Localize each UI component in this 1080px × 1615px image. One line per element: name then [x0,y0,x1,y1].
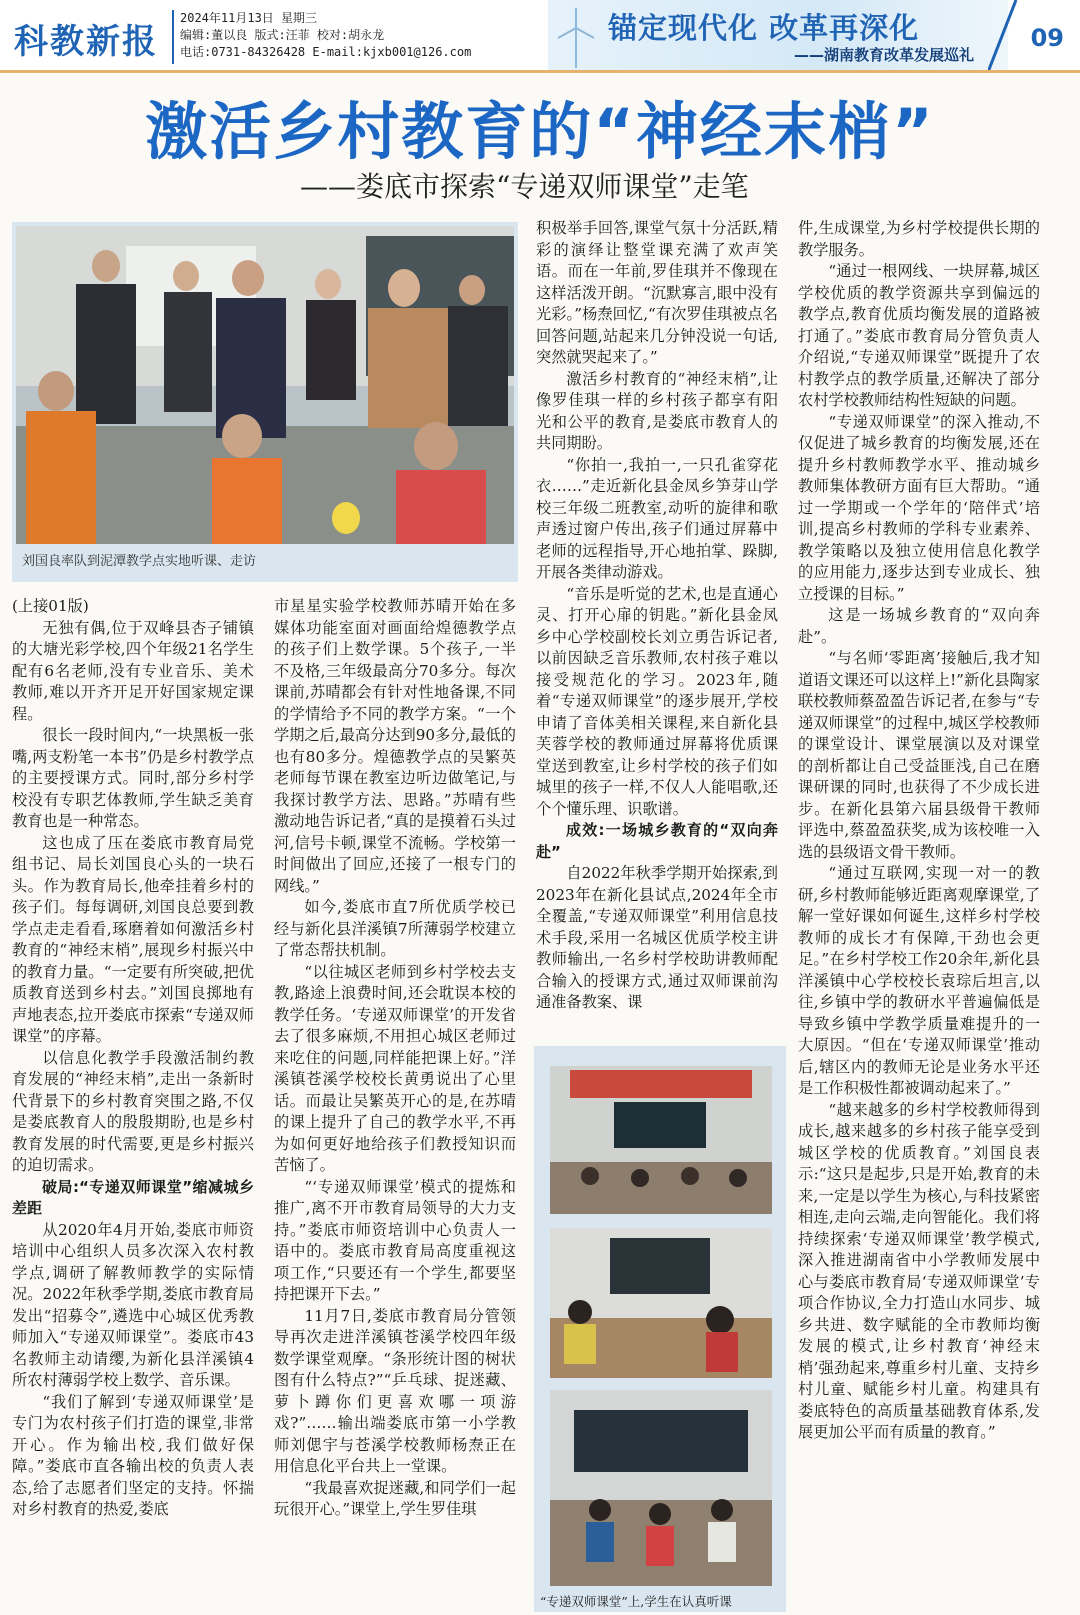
section-banner [548,0,1008,72]
article-paragraph: “通过互联网,实现一对一的教研,乡村教师能够近距离观摩课堂,了解一堂好课如何诞生,这样乡村学校教师的成长才有保障,干劲也会更足。”在乡村学校工作20余年,新化县洋溪镇中心学校校长袁琮后坦言,以往,乡镇中学的教研水平普遍偏低是导致乡镇中学教学质量难提升的一大原因。“但在‘专递双师课堂’推动后,辖区内的教师无论是业务水平还是工作积极性都被调动起来了。” [798,864,1040,1097]
article-paragraph: (上接01版) [12,597,89,615]
banner-subtitle: ——湖南教育改革发展巡礼 [793,46,974,64]
issue-date: 2024年11月13日 星期三 [180,11,318,25]
article-paragraph: 件,生成课堂,为乡村学校提供长期的教学服务。 [798,219,1040,259]
article-column-1 [12,596,254,1521]
article-paragraph: 很长一段时间内,“一块黑板一张嘴,两支粉笔一本书”仍是乡村教学点的主要授课方式。同时,部分乡村学校没有专职艺体教师,学生缺乏美育教育也是一种常态。 [12,726,254,830]
article-paragraph: “通过一根网线、一块屏幕,城区学校优质的教学资源共享到偏远的教学点,教育优质均衡发展的道路被打通了。”娄底市教育局分管负责人介绍说,“专递双师课堂”既提升了农村教学点的教学质量,还解决了部分农村学校教师结构性短缺的问题。 [798,262,1040,409]
article-paragraph: 如今,娄底市直7所优质学校已经与新化县洋溪镇7所薄弱学校建立了常态帮扶机制。 [274,898,516,959]
article-paragraph: “与名师‘零距离’接触后,我才知道语文课还可以这样上!”新化县陶家联校教师蔡盈盈告诉记者,在参与“专递双师课堂”的过程中,城区学校教师的课堂设计、课堂展演以及对课堂的剖析都让自己受益匪浅,自己在磨课研课的同时,也获得了不少成长进步。在新化县第六届县级骨干教师评选中,蔡盈盈获奖,成为该校唯一入选的县级语文骨干教师。 [798,649,1040,861]
article-paragraph: “专递双师课堂”的深入推动,不仅促进了城乡教育的均衡发展,还在提升乡村教师教学水平、推动城乡教师集体教研方面有巨大帮助。“通过一学期或一个学年的‘陪伴式’培训,提高乡村教师的学科专业素养、教学策略以及独立使用信息化教学的应用能力,逐步达到专业成长、独立授课的目标。” [798,412,1040,603]
lead-photo-caption: 刘国良率队到泥潭教学点实地听课、走访 [22,554,257,569]
article-paragraph: 积极举手回答,课堂气氛十分活跃,精彩的演绎让整堂课充满了欢声笑语。而在一年前,罗佳琪并不像现在这样活泼开朗。“沉默寡言,眼中没有光彩。”杨焘回忆,“有次罗佳琪被点名回答问题,站起来几分钟没说一句话,突然就哭起来了。” [536,219,778,366]
classroom-photo-3 [550,1390,772,1586]
lead-photo-frame [12,222,518,582]
editors-line: 编辑:董以良 版式:汪菲 校对:胡永龙 [180,28,385,42]
contact-line: 电话:0731-84326428 E-mail:kjxb001@126.com [180,45,472,59]
article-paragraph: “以往城区老师到乡村学校去支教,路途上浪费时间,还会耽误本校的教学任务。‘专递双师课堂’的开发省去了很多麻烦,不用担心城区老师过来吃住的问题,同样能把课上好。”洋溪镇苍溪学校校长黄勇说出了心里话。而最让吴繁英开心的是,在苏晴的课上提升了自己的教学水平,不再为如何更好地给孩子们教授知识而苦恼了。 [274,962,516,1174]
headline: 激活乡村教育的“神经末梢” [145,95,935,168]
article-column-2 [274,596,516,1521]
page-corner-ornament [988,0,1018,72]
article-paragraph: 这是一场城乡教育的“双向奔赴”。 [798,606,1040,646]
article-paragraph: 无独有偶,位于双峰县杏子铺镇的大塘光彩学校,四个年级21名学生配有6名老师,没有专业音乐、美术教师,难以开齐开足开好国家规定课程。 [12,618,254,723]
article-paragraph: “你拍一,我拍一,一只孔雀穿花衣……”走近新化县金凤乡笋芽山学校三年级二班教室,动听的旋律和歌声透过窗户传出,孩子们通过屏幕中老师的远程指导,开心地拍掌、跺脚,开展各类律动游戏。 [536,455,778,581]
article-column-4 [798,218,1040,1444]
article-paragraph: “我最喜欢捉迷藏,和同学们一起玩很开心。”课堂上,学生罗佳琪 [274,1478,516,1518]
section-heading: 破局:“专递双师课堂”缩减城乡差距 [12,1177,254,1217]
article-paragraph: 激活乡村教育的“神经末梢”,让像罗佳琪一样的乡村孩子都享有阳光和公平的教育,是娄底市教育人的共同期盼。 [536,369,778,452]
masthead-info [180,10,471,61]
article-paragraph: “越来越多的乡村学校教师得到成长,越来越多的乡村孩子能享受到城区学校的优质教育。”刘国良表示:“这只是起步,只是开始,教育的未来,一定是以学生为核心,与科技紧密相连,走向云端,走向智能化。我们将持续探索‘专递双师课堂’教学模式,深入推进湖南省中小学教师发展中心与娄底市教育局‘专递双师课堂’专项合作协议,全力打造山水同步、城乡共进、数字赋能的全市教师均衡发展的模式,让乡村教育‘神经末梢’强劲起来,尊重乡村儿童、支持乡村儿童、赋能乡村儿童。构建具有娄底特色的高质量基础教育体系,发展更加公平而有质量的教育。” [798,1100,1040,1441]
classroom-photo-2 [550,1228,772,1378]
masthead [0,0,1080,74]
article-paragraph: 11月7日,娄底市教育局分管领导再次走进洋溪镇苍溪学校四年级数学课堂观摩。“条形统计图的树状图有什么特点?”“乒乓球、捉迷藏、萝卜蹲你们更喜欢哪一项游戏?”……输出端娄底市第一小学教师刘偲宇与苍溪学校教师杨焘正在用信息化平台共上一堂课。 [274,1306,516,1475]
newspaper-name: 科教新报 [14,22,158,62]
article-paragraph: 自2022年秋季学期开始探索,到2023年在新化县试点,2024年全市全覆盖,“专递双师课堂”利用信息技术手段,采用一名城区优质学校主讲教师输出,一名乡村学校助讲教师配合输入的授课方式,通过双师课前沟通准备教案、课 [536,864,778,1011]
banner-title: 锚定现代化 改革再深化 [608,11,920,45]
lead-photo [16,226,514,544]
page-number: 09 [1030,24,1064,52]
masthead-divider [172,10,174,64]
masthead-rule [0,70,1080,73]
subheadline: ——娄底市探索“专递双师课堂”走笔 [300,170,749,203]
classroom-photo-strip [534,1046,786,1612]
article-paragraph: “音乐是听觉的艺术,也是直通心灵、打开心扉的钥匙。”新化县金凤乡中心学校副校长刘立勇告诉记者,以前因缺乏音乐教师,农村孩子难以接受规范化的学习。2023年,随着“专递双师课堂”的逐步展开,学校申请了音体美相关课程,来自新化县芙蓉学校的教师通过屏幕将优质课堂送到教室,让乡村学校的孩子们如城里的孩子一样,不仅人人能唱歌,还个个懂乐理、识歌谱。 [536,584,778,818]
article-paragraph: “‘专递双师课堂’模式的提炼和推广,离不开市教育局领导的大力支持。”娄底市师资培训中心负责人一语中的。娄底市教育局高度重视这项工作,“只要还有一个学生,都要坚持把课开下去。” [274,1177,516,1303]
classroom-photo-1 [550,1066,772,1214]
article-paragraph: 市星星实验学校教师苏晴开始在多媒体功能室面对画面给煌德教学点的孩子们上数学课。5个孩子,一半不及格,三年级最高分70多分。每次课前,苏晴都会有针对性地备课,不同的学情给予不同的教学方案。“一个学期之后,最高分达到90多分,最低的也有80多分。煌德教学点的吴繁英老师每节课在教室边听边做笔记,与我探讨教学方法、思路。”苏晴有些激动地告诉记者,“真的是摸着石头过河,信号卡顿,课堂不流畅。学校第一时间做出了回应,还接了一根专门的网线。” [274,597,516,895]
article-paragraph: 从2020年4月开始,娄底市师资培训中心组织人员多次深入农村教学点,调研了解教师教学的实际情况。2022年秋季学期,娄底市教育局发出“招募令”,遴选中心城区优秀教师加入“专递双师课堂”。娄底市43名教师主动请缨,为新化县洋溪镇4所农村薄弱学校上数学、音乐课。 [12,1220,254,1389]
section-heading: 成效:一场城乡教育的“双向奔赴” [536,821,778,861]
article-paragraph: “我们了解到‘专递双师课堂’是专门为农村孩子们打造的课堂,非常开心。作为输出校,我们做好保障。”娄底市直各输出校的负责人表态,给了志愿者们坚定的支持。怀揣对乡村教育的热爱,娄底 [12,1392,254,1518]
article-paragraph: 以信息化教学手段激活制约教育发展的“神经末梢”,走出一条新时代背景下的乡村教育突围之路,不仅是娄底教育人的殷殷期盼,也是乡村教育发展的时代需要,更是乡村振兴的迫切需求。 [12,1048,254,1174]
article-column-3 [536,218,778,1014]
classroom-photo-caption: “专递双师课堂”上,学生在认真听课 [540,1594,732,1609]
wind-turbine-icon [552,6,600,68]
article-paragraph: 这也成了压在娄底市教育局党组书记、局长刘国良心头的一块石头。作为教育局长,他牵挂着乡村的孩子们。每每调研,刘国良总要到教学点走走看看,琢磨着如何激活乡村教育的“神经末梢”,展现乡村振兴中的教育力量。“一定要有所突破,把优质教育送到乡村去。”刘国良掷地有声地表态,拉开娄底市探索“专递双师课堂”的序幕。 [12,833,254,1045]
